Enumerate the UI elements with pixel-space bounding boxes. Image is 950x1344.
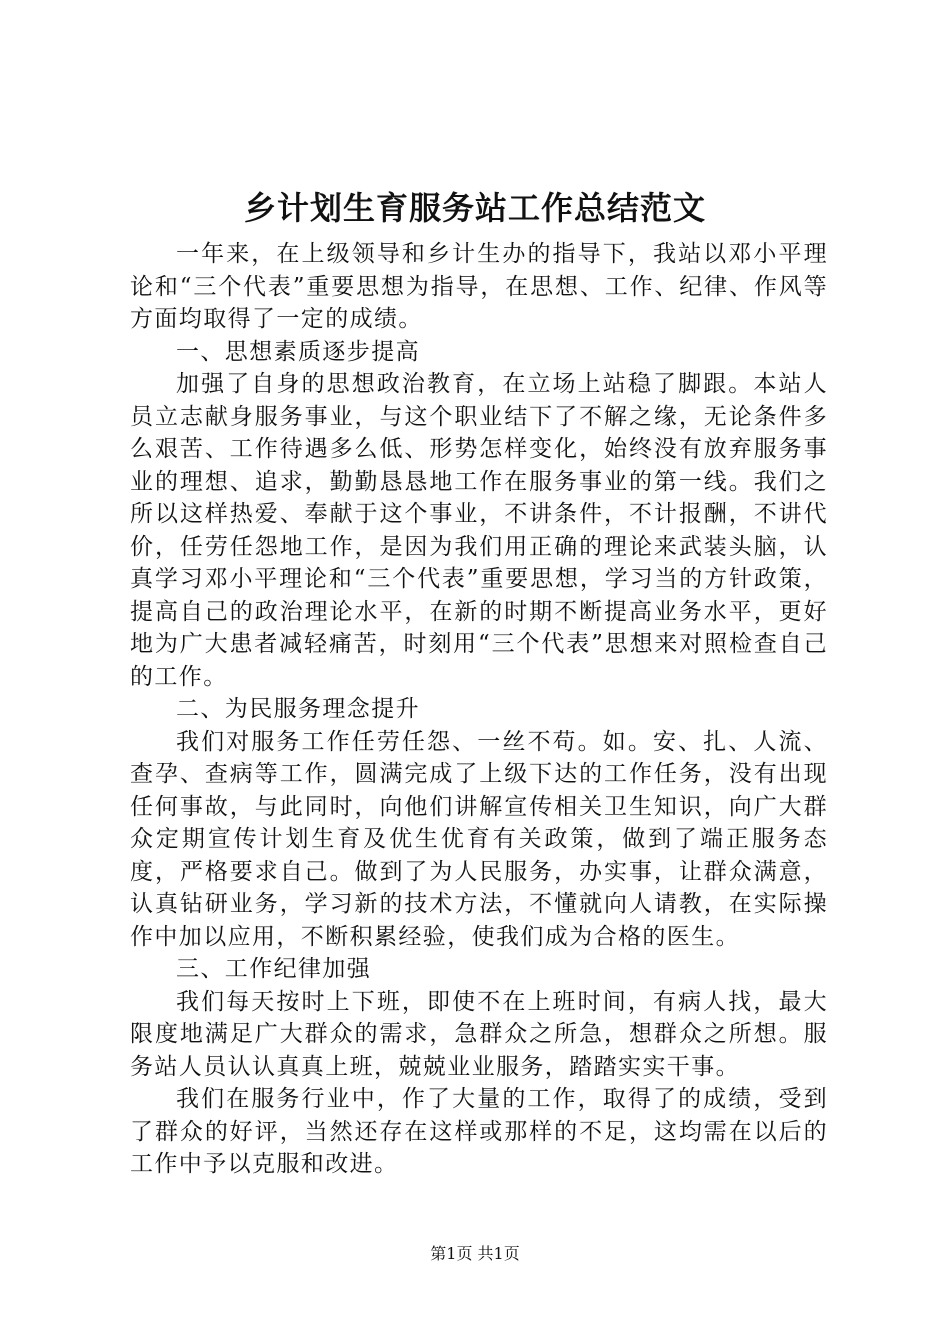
section-2-paragraph: 我们对服务工作任劳任怨、一丝不苟。如。安、扎、人流、查孕、查病等工作，圆满完成了上级下达的工作任务，没有出现任何事故，与此同时，向他们讲解宣传相关卫生知识，向广大群众定期宣传计划生育及优生优育有关政策，做到了端正服务态度，严格要求自己。做到了为人民服务，办实事，让群众满意，认真钻研业务，学习新的技术方法，不懂就向人请教，在实际操作中加以应用，不断积累经验，使我们成为合格的医生。 xyxy=(130,728,828,950)
section-heading-1: 一、思想素质逐步提高 xyxy=(176,338,420,365)
section-3-paragraph: 我们每天按时上下班，即使不在上班时间，有病人找，最大限度地满足广大群众的需求，急群众之所急，想群众之所想。服务站人员认认真真上班，兢兢业业服务，踏踏实实干事。 xyxy=(130,988,828,1080)
page-number-footer: 第1页 共1页 xyxy=(430,1244,520,1263)
section-1-paragraph: 加强了自身的思想政治教育，在立场上站稳了脚跟。本站人员立志献身服务事业，与这个职业结下了不解之缘，无论条件多么艰苦、工作待遇多么低、形势怎样变化，始终没有放弃服务事业的理想、追求，勤勤恳恳地工作在服务事业的第一线。我们之所以这样热爱、奉献于这个事业，不讲条件，不计报酬，不讲代价，任劳任怨地工作，是因为我们用正确的理论来武装头脑，认真学习邓小平理论和“三个代表”重要思想，学习当的方针政策，提高自己的政治理论水平，在新的时期不断提高业务水平，更好地为广大患者减轻痛苦，时刻用“三个代表”思想来对照检查自己的工作。 xyxy=(130,371,828,690)
document-body xyxy=(130,238,828,1181)
closing-paragraph: 我们在服务行业中，作了大量的工作，取得了的成绩，受到了群众的好评，当然还存在这样或那样的不足，这均需在以后的工作中予以克服和改进。 xyxy=(130,1086,828,1177)
section-heading-3: 三、工作纪律加强 xyxy=(176,956,372,982)
document-title: 乡计划生育服务站工作总结范文 xyxy=(243,189,706,227)
section-heading-2: 二、为民服务理念提升 xyxy=(176,696,420,722)
intro-paragraph: 一年来，在上级领导和乡计生办的指导下，我站以邓小平理论和“三个代表”重要思想为指导，在思想、工作、纪律、作风等方面均取得了一定的成绩。 xyxy=(130,241,828,332)
